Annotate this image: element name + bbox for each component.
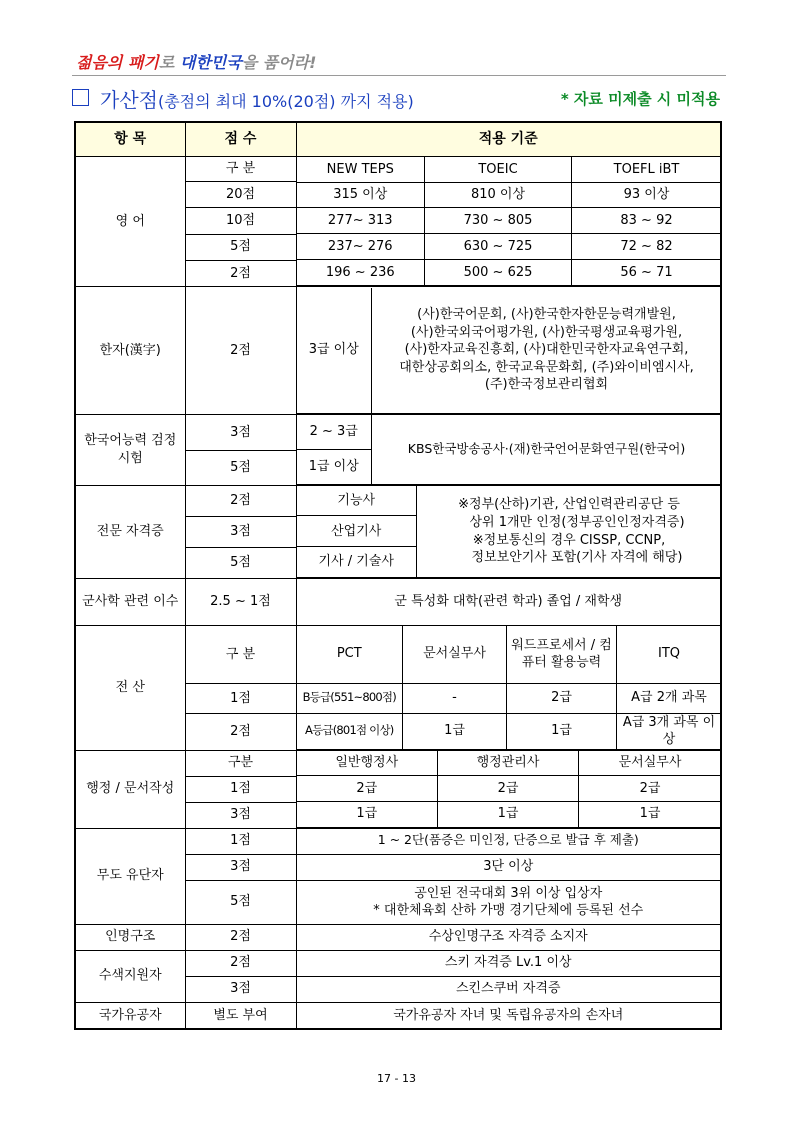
table-cell: 1급 <box>507 713 617 749</box>
martial-score: 1점 <box>185 828 296 854</box>
admin-col-1: 일반행정사 <box>297 751 438 776</box>
lifesaving-score: 2점 <box>185 924 296 950</box>
english-score: 10점 <box>185 208 296 234</box>
table-cell: 237~ 276 <box>297 234 425 260</box>
table-cell: 1급 <box>403 713 507 749</box>
korean-score: 3점 <box>185 415 296 451</box>
lifesaving-desc: 수상인명구조 자격증 소지자 <box>296 924 721 950</box>
admin-col-3: 문서실무사 <box>579 751 722 776</box>
table-cell: 630 ~ 725 <box>425 234 572 260</box>
english-col-2: TOEIC <box>425 157 572 182</box>
military-label: 군사학 관련 이수 <box>75 579 185 626</box>
table-cell: 500 ~ 625 <box>425 260 572 286</box>
square-outline-icon <box>72 89 89 106</box>
search-rescue-desc: 스킨스쿠버 자격증 <box>296 976 721 1002</box>
search-rescue-label: 수색지원자 <box>75 950 185 1002</box>
martial-score: 5점 <box>185 880 296 924</box>
martial-desc <box>296 880 721 924</box>
table-header-row <box>75 122 721 157</box>
computer-criteria <box>296 626 721 751</box>
table-cell: 93 이상 <box>572 182 722 208</box>
admin-col-0: 구분 <box>185 750 296 776</box>
table-cell: 72 ~ 82 <box>572 234 722 260</box>
note-line: ※정부(산하)기관, 산업인력관리공단 등 <box>458 497 680 513</box>
computer-col-0: 구 분 <box>185 626 296 684</box>
korean-label: 한국어능력 검정시험 <box>75 415 185 486</box>
note-line: 정보보안기사 포함(기사 자격에 해당) <box>471 550 683 566</box>
computer-score: 2점 <box>185 714 296 750</box>
military-desc: 군 특성화 대학(관련 학과) 졸업 / 재학생 <box>296 579 721 626</box>
section-note: * 자료 미제출 시 미적용 <box>560 90 720 108</box>
hanja-row <box>75 287 721 415</box>
martial-desc-line: * 대한체육회 산하 가맹 경기단체에 등록된 선수 <box>373 903 644 919</box>
merit-row <box>75 1002 721 1029</box>
hanja-org-list <box>372 288 722 414</box>
list-item: (사)한자교육진흥회, (사)대한민국한자교육연구회, <box>404 342 689 358</box>
page-number: 17 - 13 <box>377 1072 416 1085</box>
pro-cert-criteria <box>296 486 721 579</box>
slogan-part-1: 젊음의 패기 <box>76 53 159 72</box>
table-cell: 2급 <box>579 776 722 802</box>
computer-label: 전 산 <box>75 626 185 751</box>
admin-col-2: 행정관리사 <box>438 751 579 776</box>
table-cell: 810 이상 <box>425 182 572 208</box>
merit-score: 별도 부여 <box>185 1002 296 1029</box>
list-item: (사)한국어문회, (사)한국한자한문능력개발원, <box>417 307 676 323</box>
merit-desc: 국가유공자 자녀 및 독립유공자의 손자녀 <box>296 1002 721 1029</box>
lifesaving-row <box>75 924 721 950</box>
table-cell: 1급 <box>579 801 722 827</box>
english-header-row <box>75 157 721 182</box>
table-cell: 277~ 313 <box>297 208 425 234</box>
search-rescue-score: 3점 <box>185 976 296 1002</box>
pct-grade: B등급(551~800점) <box>302 690 396 705</box>
martial-desc-text: 1 ~ 2단(품증은 미인정, 단증으로 발급 후 제출) <box>377 832 639 848</box>
pro-cert-score: 3점 <box>185 517 296 548</box>
pro-cert-notes <box>417 486 722 578</box>
table-cell <box>297 713 403 749</box>
section-heading <box>72 84 726 114</box>
english-col-3: TOEFL iBT <box>572 157 722 182</box>
korean-grade: 2 ~ 3급 <box>297 415 372 449</box>
slogan-part-2: 로 <box>158 53 180 72</box>
merit-label: 국가유공자 <box>75 1002 185 1029</box>
table-cell: A급 2개 과목 <box>617 683 722 713</box>
header-divider <box>72 75 726 76</box>
list-item: (주)한국정보관리협회 <box>484 377 609 393</box>
search-rescue-score: 2점 <box>185 950 296 976</box>
korean-orgs: KBS한국방송공사·(재)한국언어문화연구원(한국어) <box>372 415 722 485</box>
slogan-part-3: 대한민국 <box>179 53 242 72</box>
computer-col-3: 워드프로세서 / 컴퓨터 활용능력 <box>507 626 617 683</box>
table-cell <box>297 683 403 713</box>
computer-col-4: ITQ <box>617 626 722 683</box>
table-cell: A급 3개 과목 이상 <box>617 713 722 749</box>
korean-row-1 <box>75 415 721 451</box>
hanja-score: 2점 <box>185 287 296 415</box>
pro-cert-label: 전문 자격증 <box>75 486 185 579</box>
note-line: ※정보통신의 경우 CISSP, CCNP, <box>472 532 666 548</box>
list-item: (사)한국외국어평가원, (사)한국평생교육평가원, <box>410 324 683 340</box>
pro-cert-type: 산업기사 <box>297 516 417 547</box>
english-score: 20점 <box>185 182 296 208</box>
table-cell: 2급 <box>297 776 438 802</box>
table-cell: 1급 <box>297 801 438 827</box>
bonus-points-table <box>74 121 722 1030</box>
computer-header-row <box>75 626 721 684</box>
hanja-grade: 3급 이상 <box>297 288 372 414</box>
table-cell: 315 이상 <box>297 182 425 208</box>
computer-col-1: PCT <box>297 626 403 683</box>
hanja-criteria <box>296 287 721 415</box>
table-cell: 83 ~ 92 <box>572 208 722 234</box>
slogan <box>76 50 316 73</box>
korean-grade: 1급 이상 <box>297 449 372 484</box>
martial-desc <box>296 828 721 854</box>
table-cell: - <box>403 683 507 713</box>
table-cell: 2급 <box>438 776 579 802</box>
table-cell: 2급 <box>507 683 617 713</box>
english-label: 영 어 <box>75 157 185 287</box>
english-score: 5점 <box>185 234 296 260</box>
table-cell: 730 ~ 805 <box>425 208 572 234</box>
korean-criteria <box>296 415 721 486</box>
lifesaving-label: 인명구조 <box>75 924 185 950</box>
korean-score: 5점 <box>185 451 296 486</box>
section-title <box>100 84 414 113</box>
english-col-0: 구 분 <box>185 157 296 182</box>
martial-score: 3점 <box>185 854 296 880</box>
table-cell: 1급 <box>438 801 579 827</box>
admin-header-row <box>75 750 721 776</box>
military-score: 2.5 ~ 1점 <box>185 579 296 626</box>
martial-label: 무도 유단자 <box>75 828 185 924</box>
martial-desc: 3단 이상 <box>296 854 721 880</box>
title-sub: (총점의 최대 10%(20점) 까지 적용) <box>157 92 414 111</box>
pro-cert-type: 기능사 <box>297 486 417 516</box>
note-line: 상위 1개만 인정(정부공인인정자격증) <box>469 514 685 530</box>
header-criteria: 적용 기준 <box>296 122 721 157</box>
military-row <box>75 579 721 626</box>
header-category: 항 목 <box>75 122 185 157</box>
computer-score: 1점 <box>185 683 296 713</box>
pct-grade: A등급(801점 이상) <box>305 723 394 738</box>
english-score: 2점 <box>185 260 296 286</box>
pro-cert-row-1 <box>75 486 721 517</box>
hanja-label: 한자(漢字) <box>75 287 185 415</box>
admin-criteria <box>296 750 721 828</box>
table-cell: 56 ~ 71 <box>572 260 722 286</box>
header-score: 점 수 <box>185 122 296 157</box>
list-item: 대한상공회의소, 한국교육문화회, (주)와이비엠시사, <box>399 359 694 375</box>
admin-score: 1점 <box>185 776 296 802</box>
martial-row-1 <box>75 828 721 854</box>
pro-cert-score: 5점 <box>185 548 296 579</box>
english-col-1: NEW TEPS <box>297 157 425 182</box>
english-criteria <box>296 157 721 287</box>
computer-col-2: 문서실무사 <box>403 626 507 683</box>
pro-cert-score: 2점 <box>185 486 296 517</box>
admin-score: 3점 <box>185 802 296 828</box>
pro-cert-type: 기사 / 기술사 <box>297 547 417 578</box>
admin-label: 행정 / 문서작성 <box>75 750 185 828</box>
slogan-part-4: 을 품어라! <box>241 53 317 72</box>
table-cell: 196 ~ 236 <box>297 260 425 286</box>
search-rescue-desc: 스키 자격증 Lv.1 이상 <box>296 950 721 976</box>
martial-desc-line: 공인된 전국대회 3위 이상 입상자 <box>414 885 603 901</box>
title-main: 가산점 <box>100 88 158 112</box>
search-rescue-row-1 <box>75 950 721 976</box>
